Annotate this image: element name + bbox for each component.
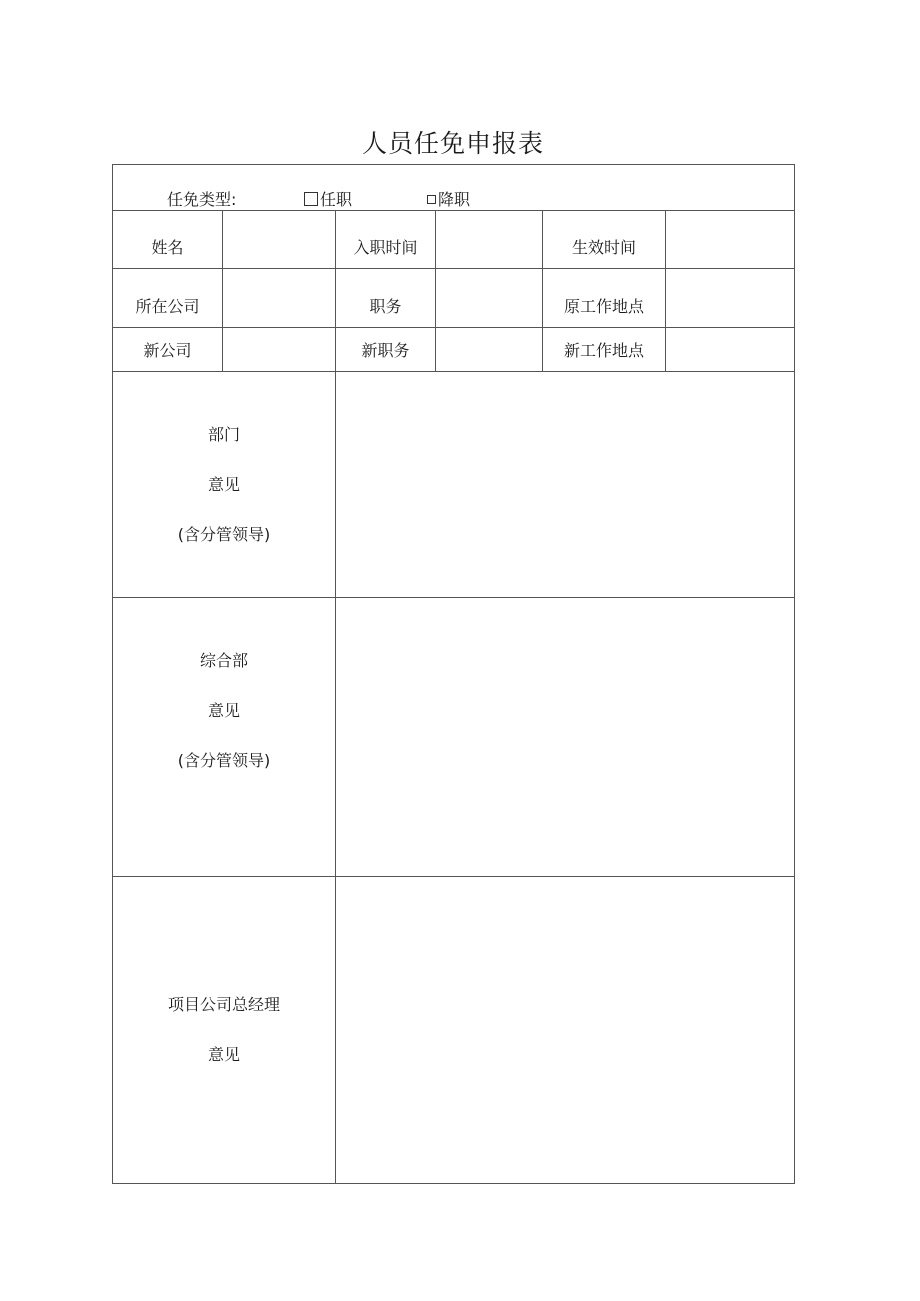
option-demote[interactable] bbox=[427, 187, 470, 210]
gm-opinion-field[interactable] bbox=[336, 877, 795, 1184]
general-dept-opinion-field[interactable] bbox=[336, 598, 795, 877]
name-label: 姓名 bbox=[113, 211, 223, 269]
current-company-label: 所在公司 bbox=[113, 269, 223, 328]
appointment-form-table bbox=[112, 164, 795, 1184]
department-opinion-line1: 部门 bbox=[207, 424, 240, 444]
original-location-field[interactable] bbox=[666, 269, 795, 328]
checkbox-demote-icon[interactable] bbox=[427, 195, 436, 204]
effective-date-label: 生效时间 bbox=[543, 211, 666, 269]
department-opinion-field[interactable] bbox=[336, 372, 795, 598]
gm-opinion-label bbox=[113, 877, 336, 1184]
type-label: 任免类型: bbox=[167, 190, 237, 209]
type-cell bbox=[113, 165, 795, 211]
gm-opinion-line1: 项目公司总经理 bbox=[167, 995, 280, 1014]
hire-date-label: 入职时间 bbox=[336, 211, 436, 269]
current-company-field[interactable] bbox=[223, 269, 336, 328]
general-dept-opinion-line1: 综合部 bbox=[199, 651, 248, 670]
form-title: 人员任免申报表 bbox=[361, 129, 544, 158]
original-location-label: 原工作地点 bbox=[543, 269, 666, 328]
department-opinion-label bbox=[113, 372, 336, 598]
new-position-label: 新职务 bbox=[336, 328, 436, 372]
effective-date-field[interactable] bbox=[666, 211, 795, 269]
info-row-3 bbox=[113, 328, 795, 372]
position-label: 职务 bbox=[336, 269, 436, 328]
general-dept-opinion-line3: (含分管领导) bbox=[177, 751, 271, 770]
department-opinion-line2: 意见 bbox=[207, 474, 240, 494]
new-position-field[interactable] bbox=[436, 328, 543, 372]
option-appoint-label: 任职 bbox=[320, 190, 353, 209]
hire-date-field[interactable] bbox=[436, 211, 543, 269]
option-appoint[interactable] bbox=[304, 187, 352, 210]
department-opinion-row bbox=[113, 372, 795, 598]
general-dept-opinion-line2: 意见 bbox=[207, 701, 240, 720]
new-company-label: 新公司 bbox=[113, 328, 223, 372]
new-company-field[interactable] bbox=[223, 328, 336, 372]
general-dept-opinion-label bbox=[113, 598, 336, 877]
option-demote-label: 降职 bbox=[438, 190, 471, 209]
gm-opinion-line2: 意见 bbox=[207, 1045, 240, 1064]
info-row-2 bbox=[113, 269, 795, 328]
name-field[interactable] bbox=[223, 211, 336, 269]
checkbox-appoint-icon[interactable] bbox=[304, 192, 318, 206]
department-opinion-line3: (含分管领导) bbox=[177, 524, 271, 544]
type-row bbox=[113, 165, 795, 211]
gm-opinion-row bbox=[113, 877, 795, 1184]
general-dept-opinion-row bbox=[113, 598, 795, 877]
info-row-1 bbox=[113, 211, 795, 269]
position-field[interactable] bbox=[436, 269, 543, 328]
new-location-label: 新工作地点 bbox=[543, 328, 666, 372]
new-location-field[interactable] bbox=[666, 328, 795, 372]
